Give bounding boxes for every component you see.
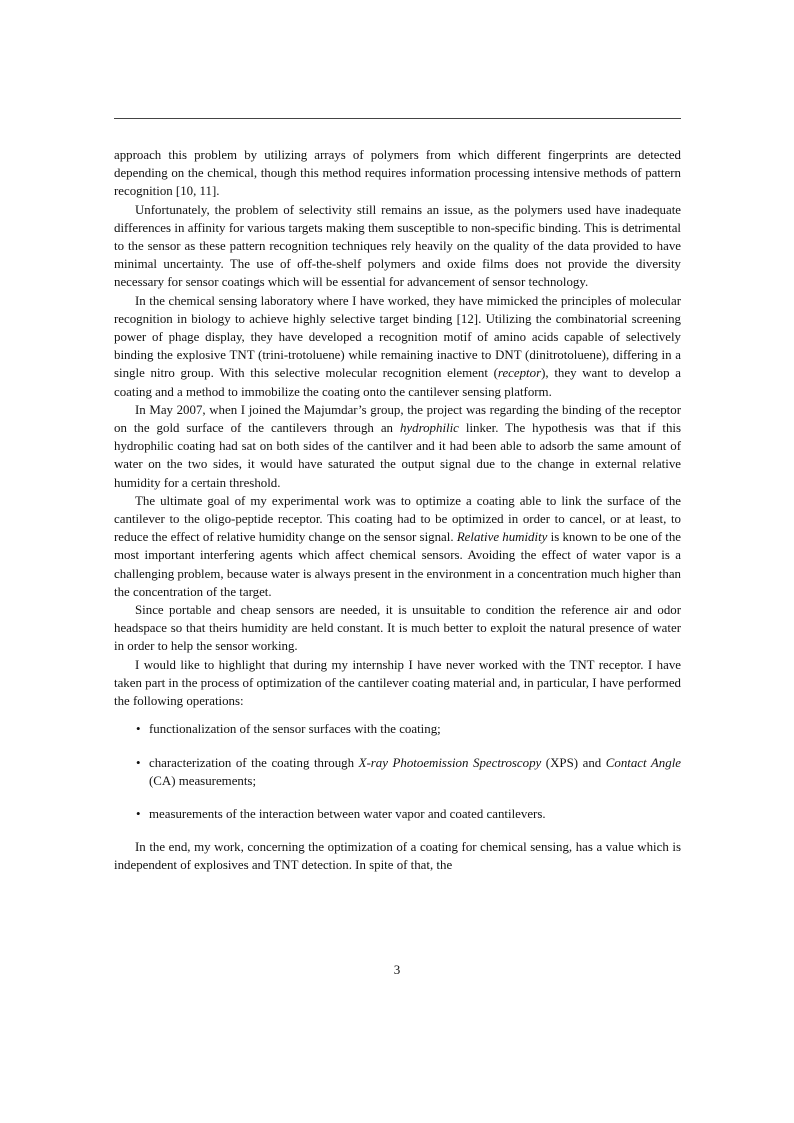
paragraph-2: Unfortunately, the problem of selectivity still remains an issue, as the polymers used have inadequate differences in affinity for various targets making them susceptible to non-specific binding. This is detrimental to the sensor as these pattern recognition techniques rely heavily on the quality of the data provided to have minimal uncertainty. The use of off-the-shelf polymers and oxide films does not provide the diversity necessary for sensor coatings which will be essential for advancement of sensor technology. xyxy=(114,202,681,290)
page-number: 3 xyxy=(393,962,401,977)
paragraph-5 xyxy=(114,492,681,601)
page-body xyxy=(114,146,681,875)
list-item xyxy=(114,754,681,790)
text-span: (XPS) and xyxy=(541,755,606,770)
paragraph-1: approach this problem by utilizing arrays of polymers from which different fingerprints are detected depending on the chemical, though this method requires information processing intensive methods of pattern recognition [10, 11]. xyxy=(114,148,681,199)
final-paragraph: In the end, my work, concerning the optimization of a coating for chemical sensing, has a value which is independent of explosives and TNT detection. In spite of that, the xyxy=(114,840,681,873)
paragraph-3 xyxy=(114,292,681,401)
emphasis: Contact Angle xyxy=(605,755,681,770)
emphasis: receptor xyxy=(497,366,542,381)
text-span: In May 2007, when I joined the Majumdar’s group, the project was regarding the binding of the receptor on the gold surface of the cantilevers through an xyxy=(114,402,681,436)
text-span: ), they want to develop a coating and a method to immobilize the coating onto the cantilever sensing platform. xyxy=(114,366,681,399)
emphasis: hydrophilic xyxy=(399,421,459,436)
emphasis: Relative humidity xyxy=(456,530,548,545)
text-span: The ultimate goal of my experimental work was to optimize a coating able to link the surface of the cantilever to the oligo-peptide receptor. This coating had to be optimized in order to cancel, or at least, to reduce the effect of relative humidity change on the sensor signal. xyxy=(114,493,681,545)
bullet-icon: • xyxy=(136,722,141,737)
text-span: is known to be one of the most important interfering agents which affect chemical sensors. Avoiding the effect of water vapor is a challenging problem, because water is always present in the environment in a concentration much higher than the concentration of the target. xyxy=(114,530,682,599)
emphasis: X-ray Photoemission Spectroscopy xyxy=(358,755,542,770)
bullet-icon: • xyxy=(136,755,141,770)
header-rule xyxy=(114,118,681,119)
list-item xyxy=(114,805,681,823)
bullet-icon: • xyxy=(136,806,141,821)
text-span: characterization of the coating through xyxy=(149,755,359,770)
text-span: linker. The hypothesis was that if this hydrophilic coating had sat on both sides of the cantilver and it had been able to adsorb the same amount of water on the two sides, it would have saturated the output signal due to the change in external relative humidity for a certain threshold. xyxy=(114,421,681,490)
operations-list xyxy=(114,720,681,823)
text-span: (CA) measurements; xyxy=(149,773,257,788)
paragraph-7: I would like to highlight that during my internship I have never worked with the TNT receptor. I have taken part in the process of optimization of the cantilever coating material and, in particular, I have performed the following operations: xyxy=(114,657,681,709)
text-span: functionalization of the sensor surfaces with the coating; xyxy=(149,722,441,737)
paragraph-4 xyxy=(114,401,681,492)
text-span: measurements of the interaction between water vapor and coated cantilevers. xyxy=(149,806,546,821)
text-span: In the chemical sensing laboratory where I have worked, they have mimicked the principles of molecular recognition in biology to achieve highly selective target binding [12]. Utilizing the combinatorial screening power of phage display, they have developed a recognition motif of amino acids capable of selectively binding the explosive TNT (trini-trotoluene) while remaining inactive to DNT (dinitrotoluene), differing in a single nitro group. With this selective molecular recognition element ( xyxy=(114,293,681,381)
list-item xyxy=(114,720,681,738)
paragraph-6: Since portable and cheap sensors are needed, it is unsuitable to condition the reference air and odor headspace so that theirs humidity are held constant. It is much better to exploit the natural presence of water in order to help the sensor working. xyxy=(114,603,681,654)
